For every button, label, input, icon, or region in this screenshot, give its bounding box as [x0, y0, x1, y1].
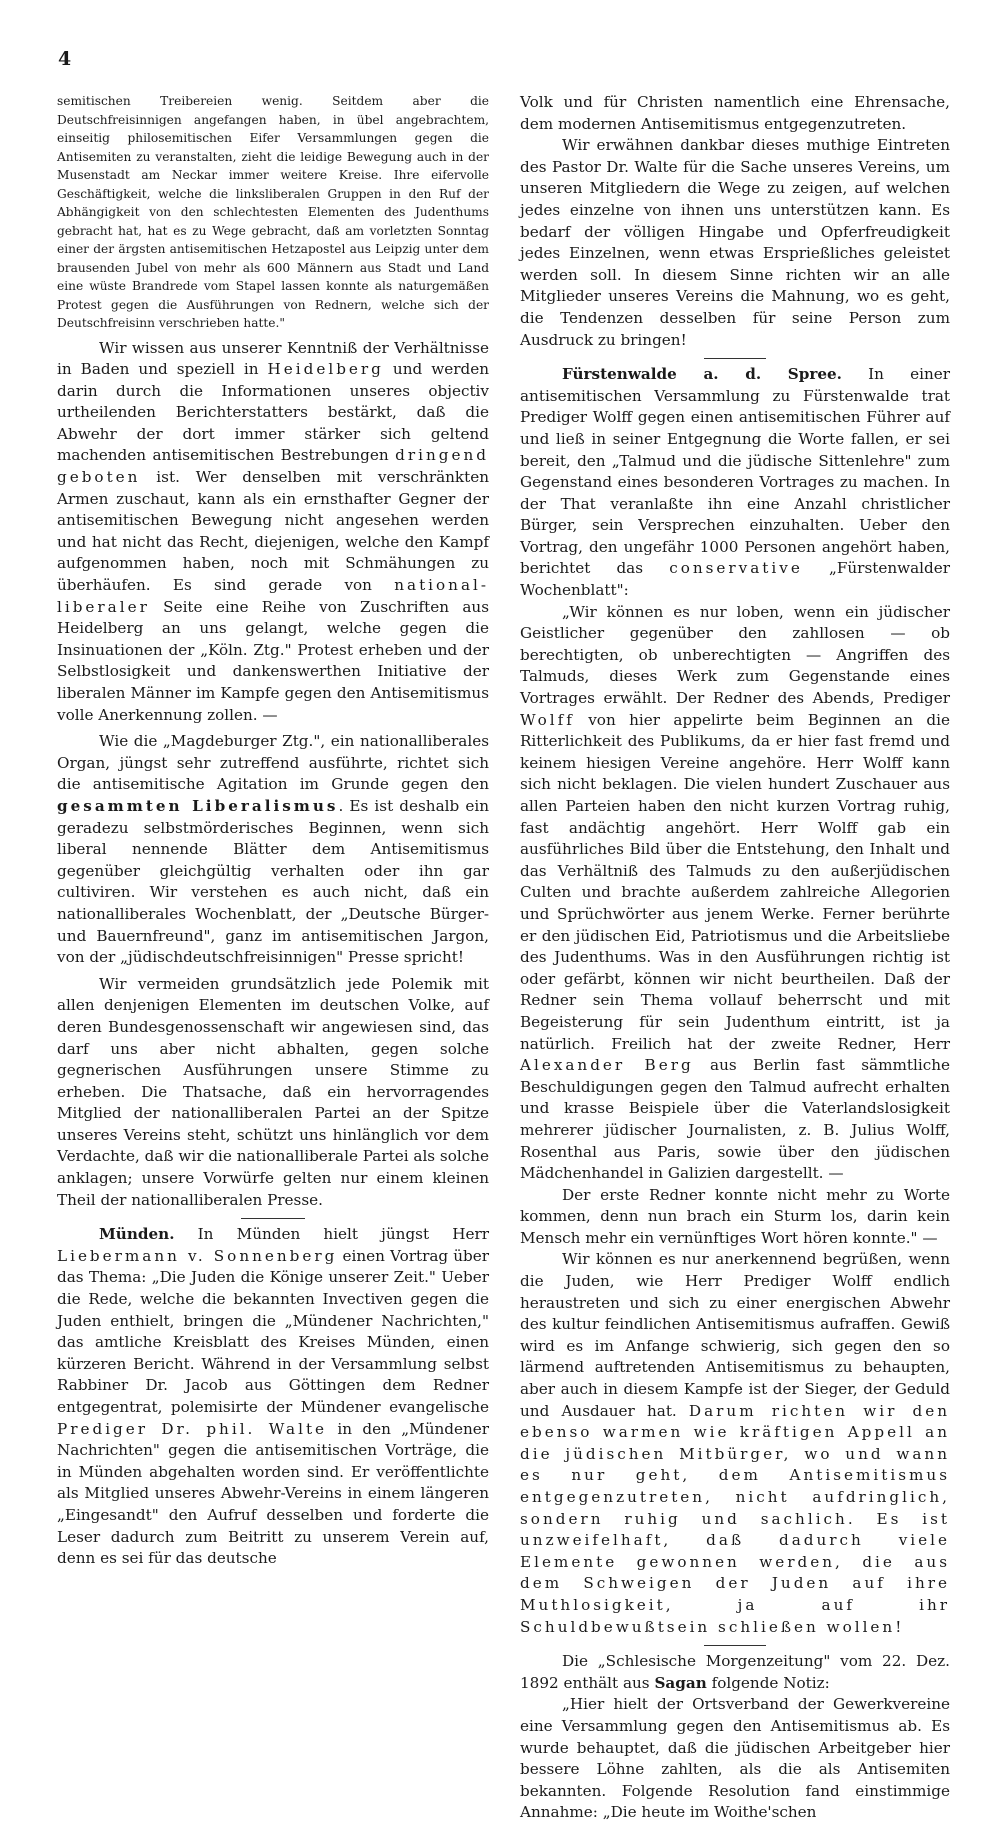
- left-column: [57, 92, 489, 1570]
- paragraph-heidelberg: [57, 338, 489, 727]
- text-run: einen Vortrag über das Thema: „Die Juden die Könige unserer Zeit." Ueber die Rede, welche die bekannten Invectiven gegen die Juden enthielt, bringen die „Mündener Nachrichten," das amtliche Kreisblatt des Kreises Münden, einen kürzeren Bericht. Während in der Versammlung selbst Rabbiner Dr. Jacob aus Göttingen dem Redner entgegentrat, polemisirte der Mündener evangelische: [57, 1246, 489, 1416]
- paragraph-polemik: Wir vermeiden grundsätzlich jede Polemik mit allen denjenigen Elementen im deutschen Volke, auf deren Bundesgenossenschaft wir angewiesen sind, das darf uns aber nicht abhalten, gegen solche gegnerischen Ausführungen unsere Stimme zu erheben. Die Thatsache, daß ein hervorragendes Mitglied der nationalliberalen Partei an der Spitze unseres Vereins steht, schützt uns hinlänglich vor dem Verdachte, daß wir die nationalliberale Partei als solche anklagen; unsere Vorwürfe gelten nur einem kleinen Theil der nationalliberalen Presse.: [57, 974, 489, 1209]
- spaced-text: Heidelberg: [267, 360, 384, 379]
- paragraph-sagan: [520, 1651, 950, 1694]
- place-name: Sagan: [654, 1673, 707, 1692]
- muenden-continuation: Volk und für Christen namentlich eine Ehrensache, dem modernen Antisemitismus entgegenzutreten.: [520, 93, 950, 133]
- paragraph-praise: Wir erwähnen dankbar dieses muthige Eintreten des Pastor Dr. Walte für die Sache unseres Vereins, um unseren Mitgliedern die Wege zu zeigen, auf welchen jedes einzelne von ihnen uns unterstützen kann. Es bedarf der völligen Hingabe und Opferfreudigkeit jedes Einzelnen, wenn etwas Ersprießliches geleistet werden soll. In diesem Sinne richten wir an alle Mitglieder unseres Vereins die Mahnung, wo es geht, die Tendenzen desselben für seine Person zum Ausdruck zu bringen!: [520, 136, 950, 349]
- text-run: ist. Wer denselben mit verschränkten Armen zuschaut, kann als ein ernsthafter Gegner der antisemitischen Bewegung nicht angesehen werden und hat nicht das Recht, diejenigen, welche den Kampf aufgenommen haben, noch mit Schmähungen zu überhäufen. Es sind gerade von: [57, 468, 489, 595]
- text-run: Die „Schlesische Morgenzeitung" vom 22. Dez. 1892 enthält aus: [520, 1652, 950, 1692]
- spaced-text: Wolff: [520, 710, 575, 729]
- quote-sagan: „Hier hielt der Ortsverband der Gewerkvereine eine Versammlung gegen den Antisemitismus ab. Es wurde behauptet, daß die jüdischen Arbeitgeber hier bessere Löhne zahlten, als die als Antisemiten bekannten. Folgende Resolution fand einstimmige Annahme: „Die heute im Woithe'schen: [520, 1695, 950, 1822]
- paragraph-fuerstenwalde: [520, 364, 950, 602]
- text-run: In einer antisemitischen Versammlung zu Fürstenwalde trat Prediger Wolff gegen einen antisemitischen Führer auf und ließ in seiner Entgegnung die Worte fallen, er sei bereit, den „Talmud und die jüdische Sittenlehre" zum Gegenstand eines besonderen Vortrages zu machen. In der That veranlaßte ihn eine Anzahl christlicher Bürger, sein Versprechen einzuhalten. Ueber den Vortrag, den ungefähr 1000 Personen angehört haben, berichtet das: [520, 365, 950, 578]
- paragraph-magdeburger: [57, 731, 489, 969]
- section-divider: [704, 1645, 766, 1646]
- text-run: folgende Notiz:: [706, 1673, 830, 1692]
- text-run: in den „Mündener Nachrichten" gegen die antisemitischen Vorträge, die in Münden abgehalten worden sind. Er veröffentlichte als Mitglied unseres Abwehr-Vereins in einem längeren „Eingesandt" den Aufruf desselben und forderte die Leser dadurch zum Beitritt zu unserem Verein auf, denn es sei für das deutsche: [57, 1419, 489, 1568]
- text-run: Wir können es nur anerkennend begrüßen, wenn die Juden, wie Herr Prediger Wolff endlich heraustreten und sich zu einer energischen Abwehr des kultur feindlichen Antisemitismus aufraffen. Gewiß wird es im Anfange schwierig, sich gegen den so lärmend auftretenden Antisemitismus zu behaupten, aber auch in diesem Kampfe ist der Sieger, der Geduld und Ausdauer hat.: [520, 1250, 950, 1420]
- section-heading: Fürstenwalde a. d. Spree.: [562, 365, 842, 384]
- spaced-text: gesammten Liberalismus: [57, 796, 339, 815]
- spaced-text: conservative: [669, 559, 803, 578]
- text-run: Wir wissen aus unserer Kenntniß der Verhältnisse in Baden und speziell in: [57, 338, 489, 379]
- text-run: Seite eine Reihe von Zuschriften aus Heidelberg an uns gelangt, welche gegen die Insinuationen der „Köln. Ztg." Protest erheben und der Selbstlosigkeit und dankenswerthen Initiative der liberalen Männer im Kampfe gegen den Antisemitismus volle Anerkennung zollen. —: [57, 597, 489, 724]
- spaced-text: Liebermann v. Sonnenberg: [57, 1246, 338, 1265]
- spaced-text: Darum richten wir den ebenso warmen wie kräftigen Appell an die jüdischen Mitbürger, wo und wann es nur geht, dem Antisemitismus entgegenzutreten, nicht aufdringlich, sondern ruhig und sachlich. Es ist unzweifelhaft, daß dadurch viele Elemente gewonnen werden, die aus dem Schweigen der Juden auf ihre Muthlosigkeit, ja auf ihr Schuldbewußtsein schließen wollen!: [520, 1401, 950, 1636]
- right-column: [520, 92, 950, 1824]
- quote-fuerstenwalder-wochenblatt: [520, 602, 950, 1185]
- text-run: und werden darin durch die Informationen unseres objectiv urtheilenden Berichterstatters bestärkt, daß die Abwehr der dort immer stärker sich geltend machenden antisemitischen Bestrebungen: [57, 360, 489, 465]
- text-run: . Es ist deshalb ein geradezu selbstmörderisches Beginnen, wenn sich liberal nennende Blätter dem Antisemitismus gegenüber gleichgültig verhalten oder ihn gar cultiviren. Wir verstehen es auch nicht, daß ein nationalliberales Wochenblatt, der „Deutsche Bürger- und Bauernfreund", ganz im antisemitischen Jargon, von der „jüdischdeutschfreisinnigen" Presse spricht!: [57, 796, 489, 967]
- paragraph-welcome: [520, 1249, 950, 1638]
- text-run: aus Berlin fast sämmtliche Beschuldigungen gegen den Talmud aufrecht erhalten und krasse Beispiele über die Vaterlandslosigkeit mehrerer jüdischer Journalisten, z. B. Julius Wolff, Rosenthal aus Paris, sowie über den jüdischen Mädchenhandel in Galizien dargestellt. —: [520, 1056, 950, 1183]
- text-run: von hier appelirte beim Beginnen an die Ritterlichkeit des Publikums, da er hier fast fremd und keinem hiesigen Vereine angehöre. Herr Wolff kann sich nicht beklagen. Die vielen hundert Zuschauer aus allen Parteien haben den nicht kurzen Vortrag ruhig, fast andächtig angehört. Herr Wolff gab ein ausführliches Bild über die Entstehung, den Inhalt und das Verhältniß des Talmuds zu den außerjüdischen Culten und brachte außerdem zahlreiche Allegorien und Sprüchwörter aus jenem Werke. Ferner berührte er den jüdischen Eid, Patriotismus und die Arbeitsliebe des Judenthums. Was in den Ausführungen richtig ist oder gefärbt, können wir nicht beurtheilen. Daß der Redner sein Thema vollauf beherrscht und mit Begeisterung für sein Judenthum eintritt, ist ja natürlich. Freilich hat der zweite Redner, Herr: [520, 710, 950, 1053]
- spaced-text: national-liberaler: [57, 576, 489, 616]
- page-number: 4: [58, 48, 72, 70]
- text-run: „Fürstenwalder Wochenblatt":: [520, 559, 950, 600]
- text-run: In Münden hielt jüngst Herr: [174, 1225, 489, 1244]
- quote-continuation: semitischen Treibereien wenig. Seitdem aber die Deutschfreisinnigen angefangen haben, in übel angebrachtem, einseitig philosemitischen Eifer Versammlungen gegen die Antisemiten zu veranstalten, zieht die leidige Bewegung auch in der Musenstadt am Neckar immer weitere Kreise. Ihre eifervolle Geschäftigkeit, welche die linksliberalen Gruppen in den Ruf der Abhängigkeit von den schlechtesten Elementen des Judenthums gebracht hat, hat es zu Wege gebracht, daß am vorletzten Sonntag einer der ärgsten antisemitischen Hetzapostel aus Leipzig unter dem brausenden Jubel von mehr als 600 Männern aus Stadt und Land eine wüste Brandrede vom Stapel lassen konnte als naturgemäßen Protest gegen die Ausführungen von Rednern, welche sich der Deutschfreisinn verschrieben hatte.": [57, 94, 489, 330]
- spaced-text: dringend geboten: [57, 446, 489, 487]
- spaced-text: Alexander Berg: [520, 1056, 694, 1075]
- section-divider: [241, 1218, 305, 1219]
- paragraph-muenden: [57, 1224, 489, 1570]
- section-divider: [704, 358, 766, 359]
- section-heading: Münden.: [99, 1225, 175, 1244]
- text-run: Wie die „Magdeburger Ztg.", ein nationalliberales Organ, jüngst sehr zutreffend ausführte, richtet sich die antisemitische Agitation im Grunde gegen den: [57, 732, 489, 794]
- quote-second-speaker: Der erste Redner konnte nicht mehr zu Worte kommen, denn nun brach ein Sturm los, darin kein Mensch mehr ein vernünftiges Wort hören konnte." —: [520, 1185, 950, 1247]
- spaced-text: Prediger Dr. phil. Walte: [57, 1419, 328, 1438]
- text-run: „Wir können es nur loben, wenn ein jüdischer Geistlicher gegenüber den zahllosen — ob berechtigten, ob unberechtigten — Angriffen des Talmuds, dieses Werk zum Gegenstande eines Vortrages erwählt. Der Redner des Abends, Prediger: [520, 602, 950, 708]
